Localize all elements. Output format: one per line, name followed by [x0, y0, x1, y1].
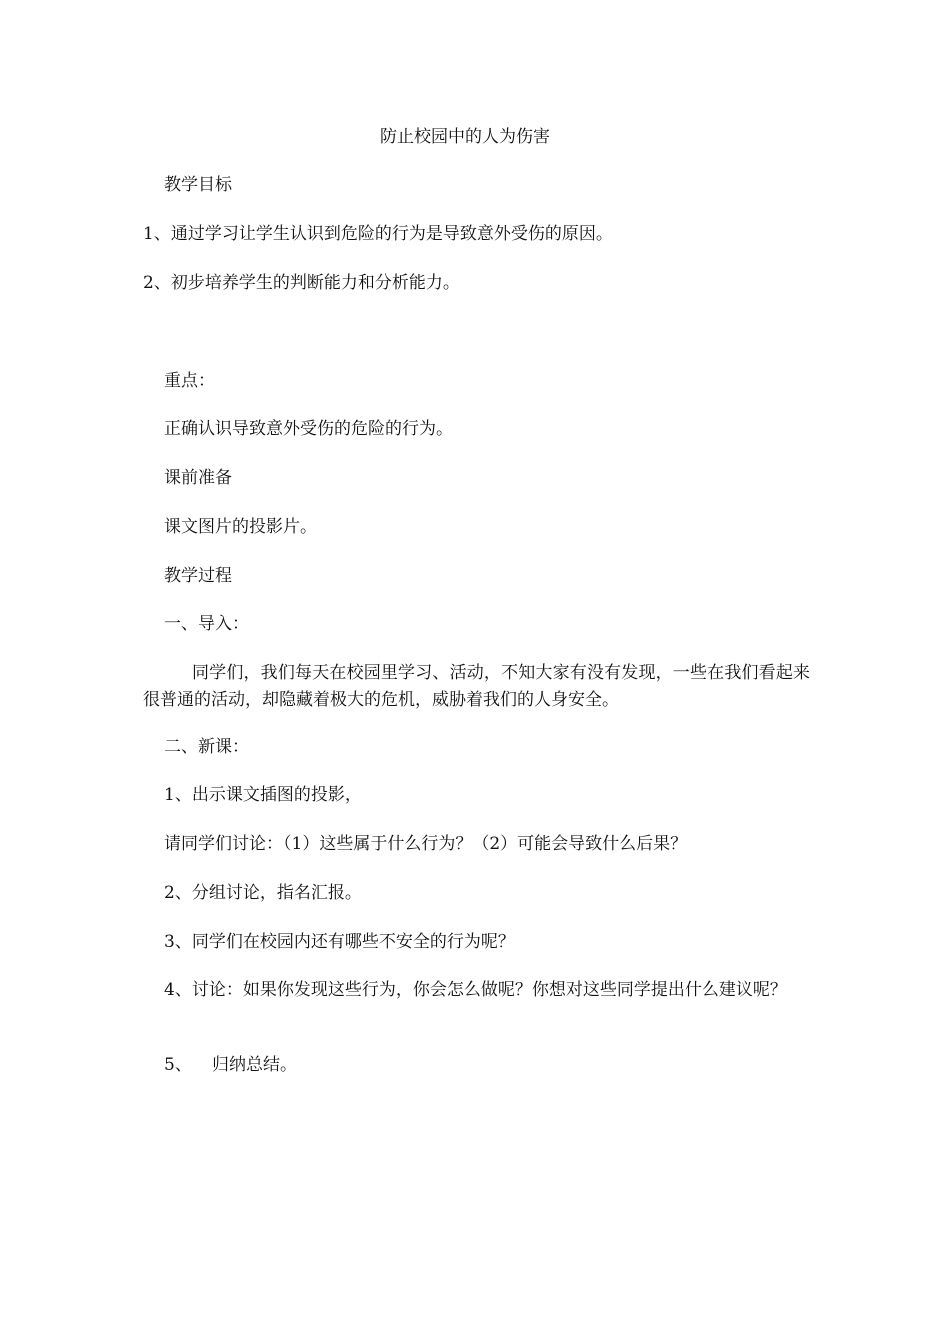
- section-1-heading: 一、导入：: [164, 614, 249, 634]
- objectives-heading: 教学目标: [164, 175, 232, 195]
- step-4-paragraph: 4、讨论：如果你发现这些行为，你会怎么做呢？你想对这些同学提出什么建议呢？: [164, 980, 787, 1000]
- document-title: 防止校园中的人为伤害: [380, 127, 550, 147]
- step-2: 2、分组讨论，指名汇报。: [164, 883, 362, 903]
- step-1-discussion: 请同学们讨论：（1）这些属于什么行为？（2）可能会导致什么后果？: [164, 834, 688, 854]
- prep-heading: 课前准备: [164, 468, 232, 488]
- step-5-text: 归纳总结。: [212, 1055, 297, 1075]
- section-2-heading: 二、新课：: [164, 737, 249, 757]
- step-3: 3、同学们在校园内还有哪些不安全的行为呢？: [164, 932, 515, 952]
- section-1-paragraph: 同学们，我们每天在校园里学习、活动，不知大家有没有发现，一些在我们看起来很普通的活动，却隐藏着极大的危机，威胁着我们的人身安全。: [143, 663, 810, 710]
- objective-1: 1、通过学习让学生认识到危险的行为是导致意外受伤的原因。: [143, 224, 613, 244]
- key-point-heading: 重点：: [164, 371, 215, 391]
- process-heading: 教学过程: [164, 566, 232, 586]
- key-point-text: 正确认识导致意外受伤的危险的行为。: [164, 419, 453, 439]
- prep-text: 课文图片的投影片。: [164, 517, 317, 537]
- objective-2: 2、初步培养学生的判断能力和分析能力。: [143, 273, 460, 293]
- step-5-number: 5、: [164, 1055, 192, 1075]
- step-1: 1、出示课文插图的投影，: [164, 785, 362, 805]
